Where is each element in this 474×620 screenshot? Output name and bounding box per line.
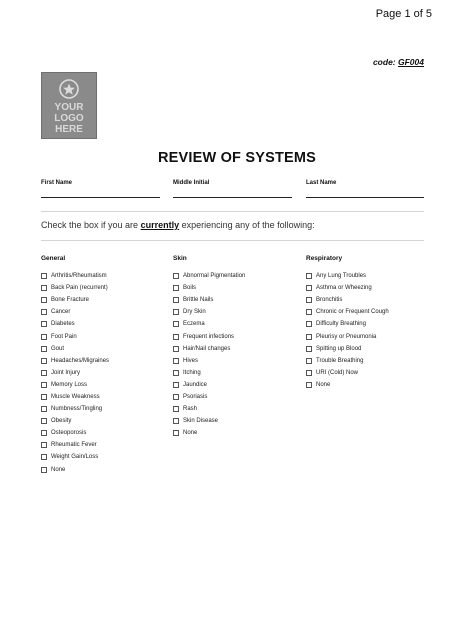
checklist-item-label: Arthritis/Rheumatism [51, 273, 107, 280]
checkbox[interactable] [173, 273, 179, 279]
checklist-item[interactable] [41, 451, 109, 463]
checkbox[interactable] [41, 382, 47, 388]
checkbox[interactable] [41, 418, 47, 424]
checkbox[interactable] [41, 309, 47, 315]
checkbox[interactable] [306, 334, 312, 340]
checkbox[interactable] [173, 370, 179, 376]
svg-text:LOGO: LOGO [54, 113, 84, 124]
logo-placeholder [41, 72, 97, 139]
checkbox[interactable] [306, 358, 312, 364]
checklist-item-label: Numbness/Tingling [51, 406, 103, 413]
checklist-item-label: Diabetes [51, 321, 75, 328]
page-number: Page 1 of 5 [375, 8, 432, 20]
checklist-item[interactable] [41, 355, 109, 367]
checklist-item-label: Bone Fracture [51, 297, 90, 304]
checkbox[interactable] [41, 297, 47, 303]
checklist-item-label: Psoriasis [183, 393, 208, 400]
checklist-item[interactable] [41, 427, 109, 439]
checklist-item[interactable] [306, 379, 389, 391]
checklist-item-label: Boils [183, 285, 197, 292]
checklist-item-label: None [183, 430, 198, 437]
checklist-item[interactable] [41, 318, 109, 330]
checkbox[interactable] [173, 297, 179, 303]
checklist-item-label: Brittle Nails [183, 297, 214, 304]
checkbox[interactable] [306, 346, 312, 352]
checkbox[interactable] [41, 406, 47, 412]
checkbox[interactable] [41, 394, 47, 400]
checklist-item[interactable] [41, 343, 109, 355]
checkbox[interactable] [306, 273, 312, 279]
checklist-item[interactable] [306, 343, 389, 355]
checklist-item[interactable] [306, 294, 389, 306]
checklist-item[interactable] [41, 282, 109, 294]
checklist-item[interactable] [41, 391, 109, 403]
checklist-item-label: None [51, 466, 66, 473]
checkbox[interactable] [41, 321, 47, 327]
checklist-item-label: Cancer [51, 309, 71, 316]
checklist-item-label: Rash [183, 406, 198, 413]
divider-top [41, 211, 424, 212]
checklist-item[interactable] [173, 343, 245, 355]
checkbox[interactable] [173, 418, 179, 424]
column-general [41, 255, 109, 476]
checkbox[interactable] [173, 358, 179, 364]
checklist-item[interactable] [173, 367, 245, 379]
svg-text:YOUR: YOUR [54, 102, 84, 113]
checklist-item-label: Foot Pain [51, 333, 77, 340]
svg-text:HERE: HERE [55, 124, 83, 135]
checklist-item-label: None [316, 381, 331, 388]
checklist-item-label: Muscle Weakness [51, 393, 100, 400]
form-code-label: code: [372, 57, 396, 67]
instructions: Check the box if you are currently experiencing any of the following: [41, 220, 315, 230]
checklist-item[interactable] [306, 355, 389, 367]
checkbox[interactable] [173, 394, 179, 400]
checklist-item-label: Dry Skin [183, 309, 206, 316]
checklist-item[interactable] [41, 415, 109, 427]
checklist-item[interactable] [306, 270, 389, 282]
checklist-item-label: Abnormal Pigmentation [183, 273, 246, 280]
checkbox[interactable] [173, 382, 179, 388]
checkbox[interactable] [306, 321, 312, 327]
checklist-item-label: Bronchitis [316, 297, 343, 304]
checklist-item-label: Memory Loss [51, 381, 88, 388]
section-heading: General [41, 255, 66, 262]
checklist-item-label: Pleurisy or Pneumonia [316, 333, 377, 340]
checkbox[interactable] [306, 382, 312, 388]
section-heading: Skin [173, 255, 187, 262]
checklist-item[interactable] [41, 464, 109, 476]
last-name-line[interactable] [306, 197, 424, 198]
checkbox[interactable] [173, 321, 179, 327]
checklist-item[interactable] [173, 318, 245, 330]
checkbox[interactable] [173, 430, 179, 436]
first-name-field[interactable] [41, 180, 72, 186]
checkbox[interactable] [306, 370, 312, 376]
middle-initial-label: Middle Initial [173, 180, 210, 186]
checklist-item-label: Trouble Breathing [316, 357, 364, 364]
checklist-item-label: Rheumatic Fever [51, 442, 97, 449]
checklist-item-label: URI (Cold) Now [316, 369, 359, 376]
divider-bottom [41, 240, 424, 241]
checkbox[interactable] [306, 297, 312, 303]
checklist-item-label: Obesity [51, 418, 72, 425]
checklist-item-label: Difficulty Breathing [316, 321, 366, 328]
checklist-item-label: Hair/Nail changes [183, 345, 231, 352]
middle-initial-field[interactable] [173, 180, 209, 186]
last-name-label: Last Name [306, 180, 337, 186]
checkbox[interactable] [173, 334, 179, 340]
last-name-field[interactable] [306, 180, 336, 186]
checklist-item[interactable] [173, 330, 245, 342]
checklist-item[interactable] [173, 391, 245, 403]
checkbox[interactable] [41, 430, 47, 436]
checklist-item-label: Headaches/Migraines [51, 357, 110, 364]
checklist-item[interactable] [41, 379, 109, 391]
checkbox[interactable] [173, 346, 179, 352]
column-respiratory [306, 255, 389, 391]
checklist-item[interactable] [41, 403, 109, 415]
checkbox[interactable] [41, 334, 47, 340]
checklist-item[interactable] [173, 306, 245, 318]
middle-initial-line[interactable] [173, 197, 292, 198]
checkbox[interactable] [306, 309, 312, 315]
column-skin [173, 255, 245, 439]
checklist-item[interactable] [41, 439, 109, 451]
checklist-item[interactable] [41, 330, 109, 342]
checklist-item[interactable] [173, 427, 245, 439]
checklist-item[interactable] [306, 330, 389, 342]
checklist-item-label: Any Lung Troubles [316, 273, 367, 280]
checklist-item-label: Gout [51, 345, 65, 352]
form-code-value: GF004 [398, 57, 424, 67]
checklist-item-label: Spitting up Blood [316, 345, 362, 352]
checklist-item-label: Itching [183, 369, 201, 376]
checklist-item-label: Osteoporosis [51, 430, 87, 437]
checkbox[interactable] [41, 358, 47, 364]
checklist-item[interactable] [173, 403, 245, 415]
checklist-item[interactable] [306, 367, 389, 379]
first-name-line[interactable] [41, 197, 160, 198]
checklist-item-label: Frequent infections [183, 333, 235, 340]
checklist-item[interactable] [306, 318, 389, 330]
checklist-item-label: Joint Injury [51, 369, 81, 376]
checklist-item-label: Chronic or Frequent Cough [316, 309, 389, 316]
checklist-item[interactable] [173, 415, 245, 427]
checkbox[interactable] [173, 285, 179, 291]
first-name-label: First Name [41, 180, 73, 186]
checkbox[interactable] [41, 285, 47, 291]
form-code [373, 57, 424, 67]
checklist-item[interactable] [173, 270, 245, 282]
checklist-item[interactable] [306, 282, 389, 294]
checklist-item[interactable] [173, 282, 245, 294]
checklist-item[interactable] [173, 355, 245, 367]
checklist-item-label: Asthma or Wheezing [316, 285, 372, 292]
checklist-item-label: Jaundice [183, 381, 208, 388]
checklist-item[interactable] [173, 379, 245, 391]
checkbox[interactable] [41, 370, 47, 376]
checklist-item-label: Hives [183, 357, 199, 364]
checkbox[interactable] [41, 467, 47, 473]
checklist-item-label: Skin Disease [183, 418, 219, 425]
checklist-item[interactable] [306, 306, 389, 318]
page-title: REVIEW OF SYSTEMS [157, 150, 317, 166]
checkbox[interactable] [41, 442, 47, 448]
checkbox[interactable] [173, 309, 179, 315]
checklist-item[interactable] [41, 270, 109, 282]
checkbox[interactable] [41, 273, 47, 279]
checkbox[interactable] [306, 285, 312, 291]
checklist-item[interactable] [41, 306, 109, 318]
checklist-item[interactable] [41, 367, 109, 379]
checkbox[interactable] [41, 346, 47, 352]
checklist-item-label: Back Pain (recurrent) [51, 285, 108, 292]
checklist-item-label: Eczema [183, 321, 205, 328]
checklist-item-label: Weight Gain/Loss [51, 454, 99, 461]
section-heading: Respiratory [306, 255, 343, 262]
checkbox[interactable] [41, 454, 47, 460]
checkbox[interactable] [173, 406, 179, 412]
checklist-item[interactable] [173, 294, 245, 306]
checklist-item[interactable] [41, 294, 109, 306]
